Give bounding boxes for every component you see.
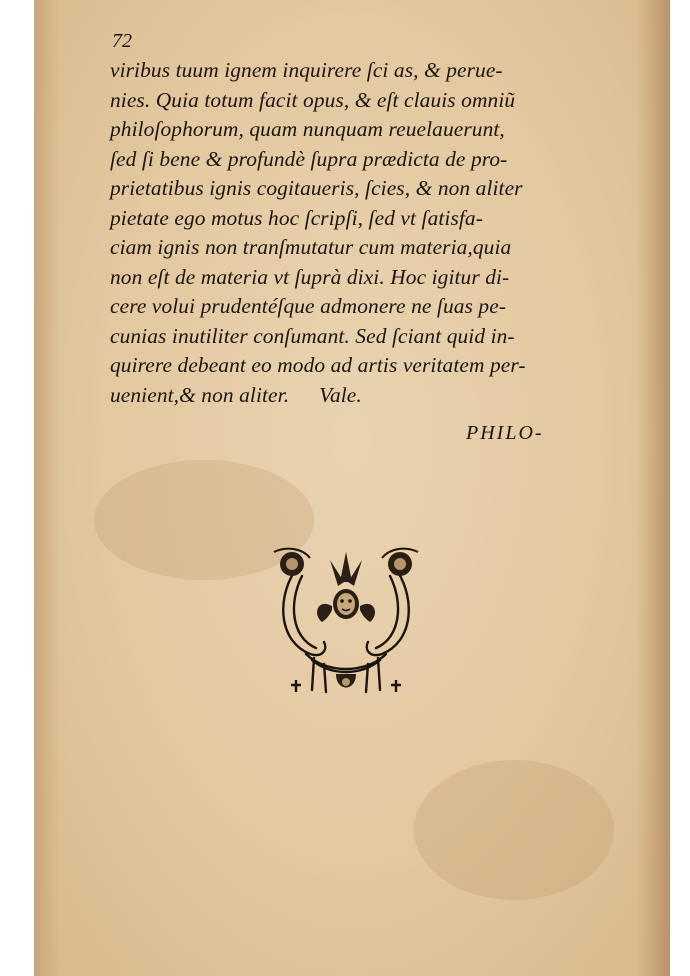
page-shadow-left [34, 0, 60, 976]
text-line: philoſophorum, quam nunquam reuelauerunt, [110, 117, 505, 141]
text-line-last [110, 381, 590, 411]
text-line: viribus tuum ignem inquirere ſci as, & perue- [110, 58, 503, 82]
catchword: PHILO- [466, 422, 544, 444]
page-shadow-right [636, 0, 670, 976]
text-line: pietate ego motus hoc ſcripſi, ſed vt ſatisfa- [110, 205, 483, 230]
text-line: cunias inutiliter conſumant. Sed ſciant quid in- [110, 323, 515, 348]
book-page [34, 0, 670, 976]
text-line: quirere debeant eo modo ad artis veritatem per- [110, 353, 526, 377]
text-line: ſed ſi bene & profundè ſupra prædicta de pro- [110, 146, 508, 171]
text-line: non eſt de materia vt ſuprà dixi. Hoc igitur di- [110, 264, 510, 289]
text-line: uenient,& non aliter. [110, 382, 290, 407]
text-line: prietatibus ignis cogitaueris, ſcies, & non aliter [110, 176, 523, 200]
text-line: ciam ignis non tranſmutatur cum materia,quia [110, 235, 512, 259]
page-number: 72 [112, 30, 132, 52]
paper-stain [414, 760, 614, 900]
floral-tailpiece-ornament [266, 542, 426, 702]
text-line: cere volui prudentéſque admonere ne ſuas pe- [110, 294, 507, 318]
text-line: nies. Quia totum facit opus, & eſt clauis omniũ [110, 87, 516, 112]
body-text [110, 56, 590, 410]
closing-vale: Vale. [319, 382, 362, 407]
